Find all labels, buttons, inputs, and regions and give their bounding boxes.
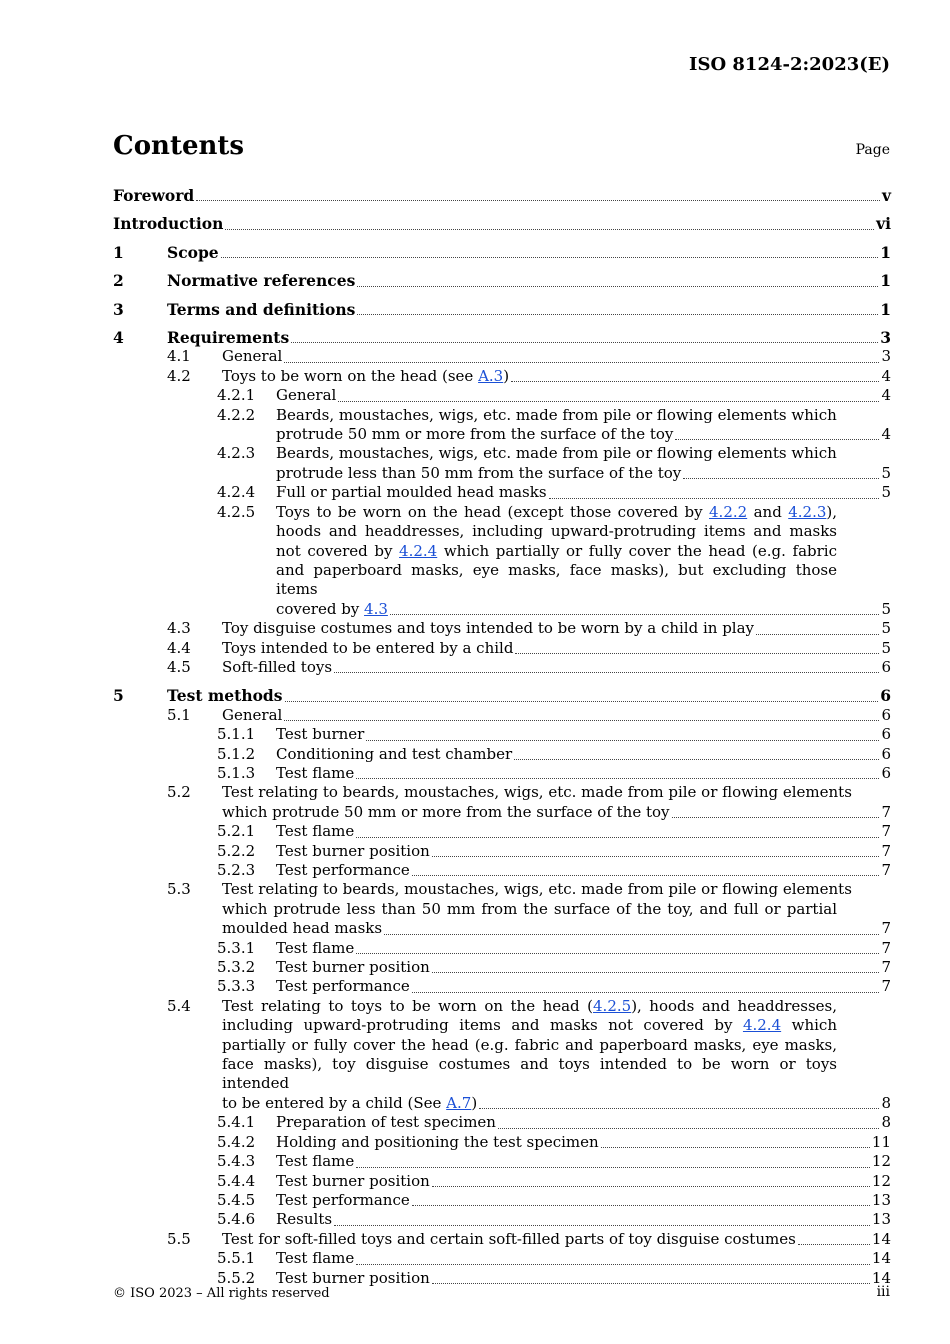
page-number: iii bbox=[876, 1284, 890, 1300]
dot-leader bbox=[432, 1185, 870, 1187]
toc-entry-title: Test flame bbox=[276, 822, 355, 841]
dot-leader bbox=[432, 855, 880, 857]
page-column-label: Page bbox=[855, 142, 890, 158]
toc-entry-5-4[interactable] bbox=[113, 997, 891, 1113]
toc-page-number: 7 bbox=[881, 938, 891, 957]
toc-entry-4-2-4[interactable] bbox=[113, 483, 891, 502]
toc-entry-5-5-1[interactable] bbox=[113, 1249, 891, 1268]
toc-entry-title: General bbox=[222, 705, 283, 724]
toc-page-number: 6 bbox=[880, 686, 891, 706]
dot-leader bbox=[432, 1282, 870, 1284]
toc-page-number: 7 bbox=[881, 977, 891, 996]
toc-page-number: 12 bbox=[871, 1171, 891, 1190]
cross-reference-link[interactable]: A.7 bbox=[446, 1093, 472, 1112]
dot-leader bbox=[356, 1263, 870, 1265]
toc-entry-5-1[interactable] bbox=[113, 706, 891, 725]
toc-entry-title-line: protrude less than 50 mm from the surface of the toy bbox=[276, 463, 682, 482]
dot-leader bbox=[384, 933, 879, 935]
dot-leader bbox=[601, 1146, 870, 1148]
toc-page-number: 4 bbox=[881, 386, 891, 405]
cross-reference-link[interactable]: 4.3 bbox=[364, 599, 388, 618]
toc-page-number: 1 bbox=[880, 271, 891, 291]
toc-entry-title-line: Beards, moustaches, wigs, etc. made from pile or flowing elements which bbox=[276, 444, 837, 463]
dot-leader bbox=[412, 1204, 870, 1206]
toc-entry-number: 5.4 bbox=[167, 996, 191, 1015]
dot-leader bbox=[798, 1243, 870, 1245]
toc-entry-title-line: Test relating to beards, moustaches, wigs, etc. made from pile or flowing elements bbox=[222, 783, 852, 802]
toc-page-number: 8 bbox=[881, 1113, 891, 1132]
toc-entry-title: Test flame bbox=[276, 1249, 355, 1268]
toc-entry-title-line: to be entered by a child (See A.7) bbox=[222, 1093, 478, 1112]
toc-page-number: 7 bbox=[881, 802, 891, 821]
toc-entry-number: 4.1 bbox=[167, 347, 191, 366]
toc-entry-title-line: protrude 50 mm or more from the surface of the toy bbox=[276, 425, 674, 444]
toc-entry-4-2-1[interactable] bbox=[113, 386, 891, 405]
dot-leader bbox=[357, 313, 878, 315]
toc-entry-title-line: partially or fully cover the head (e.g. fabric and paperboard masks, eye masks, bbox=[222, 1035, 837, 1054]
toc-entry-5-4-2[interactable] bbox=[113, 1133, 891, 1152]
toc-entry-4-2[interactable] bbox=[113, 367, 891, 386]
toc-entry-number: 2 bbox=[113, 271, 124, 291]
toc-entry-title: Test methods bbox=[167, 686, 283, 706]
dot-leader bbox=[412, 874, 880, 876]
dot-leader bbox=[356, 1166, 870, 1168]
copyright-notice: © ISO 2023 – All rights reserved bbox=[113, 1286, 330, 1301]
toc-entry-title: Test burner position bbox=[276, 1268, 430, 1287]
toc-entry-title: Results bbox=[276, 1210, 333, 1229]
toc-page-number: 3 bbox=[881, 347, 891, 366]
dot-leader bbox=[356, 777, 879, 779]
toc-entry-normative-references[interactable] bbox=[113, 271, 891, 290]
toc-entry-number: 5.3.2 bbox=[217, 958, 256, 977]
toc-entry-number: 4.2 bbox=[167, 366, 191, 385]
dot-leader bbox=[412, 991, 880, 993]
toc-entry-number: 5.5 bbox=[167, 1229, 191, 1248]
toc-entry-number: 5.3.1 bbox=[217, 938, 256, 957]
toc-entry-title: Requirements bbox=[167, 328, 290, 348]
toc-entry-title: Foreword bbox=[113, 186, 195, 205]
dot-leader bbox=[284, 361, 879, 363]
dot-leader bbox=[285, 700, 879, 702]
toc-entry-title: Holding and positioning the test specimen bbox=[276, 1132, 599, 1151]
toc-entry-number: 5.5.2 bbox=[217, 1268, 256, 1287]
toc-page-number: 14 bbox=[871, 1249, 891, 1268]
dot-leader bbox=[515, 652, 879, 654]
dot-leader bbox=[390, 613, 880, 615]
toc-page-number: 5 bbox=[881, 599, 891, 618]
toc-entry-number: 5.2.3 bbox=[217, 861, 256, 879]
toc-entry-terms-and-definitions[interactable] bbox=[113, 300, 891, 319]
toc-page-number: 14 bbox=[871, 1229, 891, 1248]
toc-entry-5-4-4[interactable] bbox=[113, 1172, 891, 1191]
cross-reference-link[interactable]: 4.2.3 bbox=[788, 502, 827, 521]
toc-entry-5-1-2[interactable] bbox=[113, 745, 891, 764]
toc-entry-number: 5.4.1 bbox=[217, 1113, 256, 1132]
toc-entry-number: 4 bbox=[113, 328, 124, 348]
toc-entry-title: Test flame bbox=[276, 1152, 355, 1171]
toc-entry-number: 5.2.2 bbox=[217, 841, 256, 860]
toc-entry-title: Test burner position bbox=[276, 1171, 430, 1190]
toc-entry-number: 5.1.1 bbox=[217, 725, 256, 744]
toc-entry-number: 5.4.3 bbox=[217, 1152, 256, 1171]
dot-leader bbox=[683, 477, 879, 479]
cross-reference-link[interactable]: 4.2.4 bbox=[399, 541, 438, 560]
toc-entry-number: 4.2.1 bbox=[217, 386, 256, 405]
toc-entry-number: 5.1.2 bbox=[217, 744, 256, 763]
toc-entry-5-2-2[interactable] bbox=[113, 842, 891, 861]
toc-page-number: 7 bbox=[881, 919, 891, 938]
toc-entry-number: 4.2.4 bbox=[217, 483, 256, 502]
toc-entry-title: Toys to be worn on the head (see A.3) bbox=[222, 366, 510, 385]
toc-entry-title: Normative references bbox=[167, 271, 356, 291]
toc-entry-number: 5.2 bbox=[167, 783, 191, 802]
table-of-contents bbox=[113, 186, 891, 1288]
dot-leader bbox=[432, 971, 880, 973]
toc-page-number: 5 bbox=[881, 638, 891, 657]
toc-entry-number: 4.2.3 bbox=[217, 444, 256, 463]
toc-page-number: 8 bbox=[881, 1093, 891, 1112]
toc-entry-scope[interactable] bbox=[113, 243, 891, 262]
toc-page-number: 5 bbox=[881, 463, 891, 482]
toc-entry-5-4-1[interactable] bbox=[113, 1113, 891, 1132]
dot-leader bbox=[356, 952, 879, 954]
toc-page-number: 13 bbox=[871, 1210, 891, 1229]
toc-entry-5-3-1[interactable] bbox=[113, 939, 891, 958]
dot-leader bbox=[756, 633, 879, 635]
toc-entry-number: 5.3 bbox=[167, 880, 191, 899]
toc-entry-5-4-3[interactable] bbox=[113, 1152, 891, 1171]
toc-entry-title: Scope bbox=[167, 242, 219, 262]
toc-page-number: v bbox=[881, 186, 891, 205]
toc-entry-number: 1 bbox=[113, 242, 124, 262]
toc-page-number: 7 bbox=[881, 841, 891, 860]
toc-entry-title-line: Toys to be worn on the head (except those covered by 4.2.2 and 4.2.3), bbox=[276, 502, 838, 521]
toc-entry-title-line: which protrude 50 mm or more from the surface of the toy bbox=[222, 802, 670, 821]
toc-entry-title: Preparation of test specimen bbox=[276, 1113, 496, 1132]
document-id: ISO 8124-2:2023(E) bbox=[689, 54, 890, 75]
toc-entry-title-line: not covered by 4.2.4 which partially or fully cover the head (e.g. fabric bbox=[276, 541, 837, 560]
dot-leader bbox=[479, 1107, 879, 1109]
toc-entry-title-line: Test relating to beards, moustaches, wigs, etc. made from pile or flowing elements bbox=[222, 880, 852, 899]
dot-leader bbox=[672, 816, 880, 818]
toc-page-number: 1 bbox=[880, 299, 891, 319]
toc-entry-number: 4.4 bbox=[167, 638, 191, 657]
toc-entry-4-4[interactable] bbox=[113, 639, 891, 658]
dot-leader bbox=[357, 285, 878, 287]
dot-leader bbox=[356, 836, 879, 838]
toc-entry-title: Test burner bbox=[276, 725, 365, 744]
toc-entry-title-line: covered by 4.3 bbox=[276, 599, 388, 618]
toc-entry-title: Test for soft-filled toys and certain soft-filled parts of toy disguise costumes bbox=[222, 1229, 796, 1248]
toc-entry-title-line: which protrude less than 50 mm from the surface of the toy, and full or partial bbox=[222, 899, 837, 918]
toc-page-number: 6 bbox=[881, 725, 891, 744]
cross-reference-link[interactable]: 4.2.2 bbox=[709, 502, 748, 521]
toc-entry-title-line: moulded head masks bbox=[222, 919, 383, 938]
toc-page-number: 4 bbox=[881, 366, 891, 385]
toc-entry-title: Test flame bbox=[276, 763, 355, 782]
dot-leader bbox=[338, 400, 879, 402]
toc-entry-number: 4.5 bbox=[167, 657, 191, 676]
toc-page-number: 7 bbox=[881, 822, 891, 841]
toc-entry-5-4-6[interactable] bbox=[113, 1210, 891, 1229]
toc-entry-number: 5.2.1 bbox=[217, 822, 256, 841]
toc-entry-title: Test performance bbox=[276, 1190, 410, 1209]
toc-entry-4-2-2[interactable] bbox=[113, 406, 891, 445]
toc-entry-title: Terms and definitions bbox=[167, 299, 356, 319]
toc-entry-5-1-1[interactable] bbox=[113, 725, 891, 744]
toc-entry-number: 3 bbox=[113, 299, 124, 319]
cross-reference-link[interactable]: A.3 bbox=[478, 366, 504, 385]
toc-entry-number: 4.2.2 bbox=[217, 405, 256, 424]
dot-leader bbox=[291, 341, 878, 343]
toc-entry-number: 5 bbox=[113, 686, 124, 706]
dot-leader bbox=[549, 497, 880, 499]
toc-entry-number: 5.4.2 bbox=[217, 1132, 256, 1151]
toc-entry-5-3[interactable] bbox=[113, 880, 891, 938]
toc-entry-title: Soft-filled toys bbox=[222, 657, 333, 676]
toc-entry-title-line: face masks), toy disguise costumes and toys intended to be worn or toys intended bbox=[222, 1055, 837, 1093]
toc-entry-title: General bbox=[276, 386, 337, 405]
toc-entry-title: Introduction bbox=[113, 214, 224, 234]
dot-leader bbox=[334, 671, 879, 673]
toc-page-number: 5 bbox=[881, 483, 891, 502]
toc-page-number: 6 bbox=[881, 744, 891, 763]
toc-page-number: 7 bbox=[881, 958, 891, 977]
toc-entry-number: 5.1 bbox=[167, 705, 191, 724]
toc-page-number: 11 bbox=[871, 1132, 891, 1151]
toc-entry-requirements[interactable] bbox=[113, 328, 891, 347]
toc-page-number: 4 bbox=[881, 425, 891, 444]
toc-entry-5-2-1[interactable] bbox=[113, 822, 891, 841]
toc-entry-title-line: hoods and headdresses, including upward-protruding items and masks bbox=[276, 522, 837, 541]
toc-page-number: 1 bbox=[880, 242, 891, 262]
toc-entry-title-line: Beards, moustaches, wigs, etc. made from pile or flowing elements which bbox=[276, 405, 837, 424]
toc-entry-number: 4.3 bbox=[167, 619, 191, 638]
dot-leader bbox=[498, 1127, 879, 1129]
cross-reference-link[interactable]: 4.2.4 bbox=[742, 1016, 782, 1035]
toc-entry-foreword[interactable] bbox=[113, 186, 891, 205]
dot-leader bbox=[366, 739, 879, 741]
toc-page-number: 13 bbox=[871, 1190, 891, 1209]
toc-entry-title: Toy disguise costumes and toys intended to be worn by a child in play bbox=[222, 619, 755, 638]
toc-entry-5-4-5[interactable] bbox=[113, 1191, 891, 1210]
toc-entry-5-2[interactable] bbox=[113, 783, 891, 822]
dot-leader bbox=[196, 199, 880, 201]
toc-entry-5-3-3[interactable] bbox=[113, 977, 891, 996]
toc-entry-number: 5.3.3 bbox=[217, 977, 256, 996]
toc-entry-introduction[interactable] bbox=[113, 214, 891, 233]
toc-entry-5-5[interactable] bbox=[113, 1230, 891, 1249]
page-title: Contents bbox=[113, 131, 245, 161]
toc-entry-number: 5.4.4 bbox=[217, 1171, 256, 1190]
toc-entry-test-methods[interactable] bbox=[113, 686, 891, 705]
toc-entry-title-line: Test relating to toys to be worn on the head (4.2.5), hoods and headdresses, bbox=[222, 996, 837, 1015]
toc-page-number: 6 bbox=[881, 705, 891, 724]
toc-entry-title: Test performance bbox=[276, 861, 410, 879]
toc-page-number: 14 bbox=[871, 1268, 891, 1287]
toc-entry-title-line: and paperboard masks, eye masks, face masks), but excluding those items bbox=[276, 560, 837, 599]
dot-leader bbox=[514, 758, 879, 760]
toc-entry-title: Toys intended to be entered by a child bbox=[222, 638, 514, 657]
toc-entry-4-1[interactable] bbox=[113, 347, 891, 366]
toc-entry-title: Full or partial moulded head masks bbox=[276, 483, 547, 502]
dot-leader bbox=[221, 256, 879, 258]
dot-leader bbox=[675, 438, 879, 440]
toc-page-number: 7 bbox=[881, 861, 891, 879]
cross-reference-link[interactable]: 4.2.5 bbox=[593, 996, 632, 1015]
toc-entry-title: General bbox=[222, 347, 283, 366]
toc-entry-4-2-5[interactable] bbox=[113, 503, 891, 619]
toc-entry-5-3-2[interactable] bbox=[113, 958, 891, 977]
toc-entry-title: Test burner position bbox=[276, 958, 430, 977]
toc-entry-4-5[interactable] bbox=[113, 658, 891, 677]
dot-leader bbox=[284, 719, 879, 721]
toc-entry-5-2-3[interactable] bbox=[113, 861, 891, 880]
toc-entry-4-2-3[interactable] bbox=[113, 444, 891, 483]
dot-leader bbox=[511, 380, 879, 382]
toc-page-number: 12 bbox=[871, 1152, 891, 1171]
toc-entry-number: 5.4.6 bbox=[217, 1210, 256, 1229]
toc-page-number: 6 bbox=[881, 657, 891, 676]
dot-leader bbox=[334, 1224, 870, 1226]
toc-entry-4-3[interactable] bbox=[113, 619, 891, 638]
toc-entry-number: 5.5.1 bbox=[217, 1249, 256, 1268]
toc-entry-title: Test performance bbox=[276, 977, 410, 996]
toc-entry-5-1-3[interactable] bbox=[113, 764, 891, 783]
toc-entry-title: Test flame bbox=[276, 938, 355, 957]
dot-leader bbox=[225, 228, 874, 230]
toc-entry-number: 5.4.5 bbox=[217, 1190, 256, 1209]
toc-page-number: vi bbox=[876, 214, 891, 234]
toc-page-number: 3 bbox=[880, 328, 891, 348]
toc-entry-title: Conditioning and test chamber bbox=[276, 744, 513, 763]
toc-entry-title: Test burner position bbox=[276, 841, 430, 860]
toc-entry-title-line: including upward-protruding items and masks not covered by 4.2.4 which bbox=[222, 1016, 837, 1035]
toc-page-number: 5 bbox=[881, 619, 891, 638]
toc-entry-number: 4.2.5 bbox=[217, 502, 256, 521]
toc-page-number: 6 bbox=[881, 763, 891, 782]
toc-entry-number: 5.1.3 bbox=[217, 763, 256, 782]
